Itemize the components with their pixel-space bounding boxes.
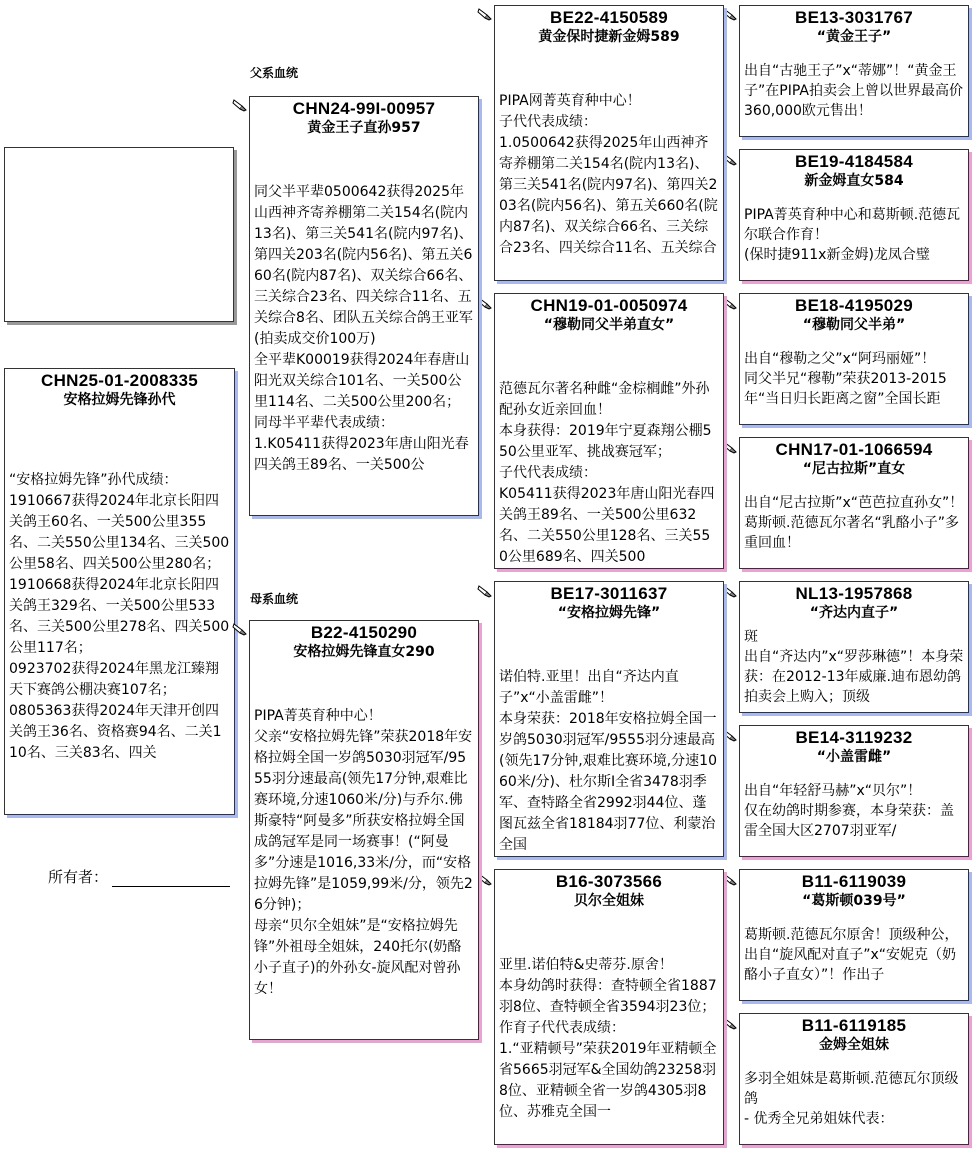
owner-label: 所有者： [48,868,109,886]
edit-hand-icon[interactable] [722,7,738,21]
dam-dam-name: 贝尔全姐妹 [574,893,644,909]
subject-name: 安格拉姆先锋孙代 [63,392,176,408]
dam-dam-card[interactable] [494,869,724,1145]
sire-dam-dam-card[interactable] [739,437,969,569]
dam-sire-sire-card[interactable] [739,581,969,713]
sss-ring-number: BE13-3031767 [795,8,913,27]
dam-ring-number: B22-4150290 [310,623,418,642]
dam-dam-ring-number: B16-3073566 [555,872,663,891]
dam-dam-dam-card[interactable] [739,1013,969,1145]
sire-dam-sire-card[interactable] [739,293,969,425]
dds-ring-number: B11-6119039 [801,872,907,891]
sire-name: 黄金王子直孙957 [307,120,421,136]
edit-hand-icon[interactable] [722,728,738,742]
dsd-ring-number: BE14-3119232 [795,728,913,747]
edit-hand-icon[interactable] [477,872,493,886]
owner-line[interactable] [112,870,230,887]
sss-name: “黄金王子” [816,29,892,45]
dds-description: 葛斯顿.范德瓦尔原舍！顶级种公，出自“旋风配对直子”x“安妮克（奶酪小子直女）”！作出子 [744,927,959,983]
sire-sire-card[interactable] [494,5,724,281]
dam-sire-description: 诺伯特.亚里！出自“齐达内直子”x“小盖雷雌”！ 本身荣获：2018年安格拉姆全国一岁鸽5030羽冠军/9555羽分速最高(领先17分钟,艰难比赛环境,分速1060米/分)、杜尔斯I全省3478羽季军、查特路全省2992羽44位、蓬图瓦兹全省18184羽77位、利蒙治全国 [499,669,717,853]
pigeon-photo-frame [4,147,234,322]
edit-hand-icon[interactable] [477,7,493,21]
dam-dam-sire-card[interactable] [739,869,969,1001]
sire-sire-sire-card[interactable] [739,5,969,137]
dam-description: PIPA菁英育种中心！ 父亲“安格拉姆先锋”荣获2018年安格拉姆全国一岁鸽5030羽冠军/9555羽分速最高(领先17分钟,艰难比赛环境,分速1060米/分)与乔尔.佛斯豪特“阿曼多”所获安格拉姆全国成鸽冠军是同一场赛事！(“阿曼多”分速是1016,33米/分，而“安格拉姆先锋”是1059,99米/分，领先26分钟)； 母亲“贝尔全姐妹”是“安格拉姆先锋”外祖母全姐妹，240托尔(奶酪小子直子)的外孙女-旋风配对曾孙女！ [254,708,473,997]
sire-line-label: 父系血统 [250,66,299,80]
dam-dam-description: 亚里.诺伯特&史蒂芬.原舍！ 本身幼鸽时获得：查特顿全省1887羽8位、查特顿全省3594羽23位； 作育子代代表成绩： 1.“亚精顿号”荣获2019年亚精顿全省5665羽冠军&全国幼鸽23258羽8位、亚精顿全省一岁鸽4305羽8位、苏雅克全国一 [499,957,717,1120]
edit-hand-icon[interactable] [722,152,738,166]
dam-line-label: 母系血统 [250,592,299,606]
owner-field [48,866,230,887]
sire-sire-dam-card[interactable] [739,149,969,281]
ddd-ring-number: B11-6119185 [801,1016,907,1035]
sire-dam-ring-number: CHN19-01-0050974 [530,296,688,315]
dss-description: 斑 出自“齐达内”x“罗莎琳德”！本身荣获：在2012-13年威廉.迪布恩幼鸽拍卖会上购入；顶级 [744,629,964,705]
ssd-ring-number: BE19-4184584 [795,152,913,171]
edit-hand-icon[interactable] [477,584,493,598]
ssd-description: PIPA菁英育种中心和葛斯顿.范德瓦尔联合作育！ (保时捷911x新金姆)龙凤合璧 [744,207,961,263]
edit-hand-icon[interactable] [477,296,493,310]
edit-hand-icon[interactable] [722,872,738,886]
dam-sire-dam-card[interactable] [739,725,969,857]
dam-card[interactable] [249,620,479,1040]
dsd-description: 出自“年轻舒马赫”x“贝尔”！ 仅在幼鸽时期参赛，本身荣获：盖雷全国大区2707羽亚军/ [744,783,954,839]
ssd-name: 新金姆直女584 [804,173,904,189]
sire-card[interactable] [249,96,479,516]
dss-name: “齐达内直子” [809,605,899,621]
sds-ring-number: BE18-4195029 [795,296,913,315]
sss-description: 出自“古驰王子”x“蒂娜”！“黄金王子”在PIPA拍卖会上曾以世界最高价360,000欧元售出！ [744,63,963,119]
edit-hand-icon[interactable] [722,296,738,310]
ddd-description: 多羽全姐妹是葛斯顿.范德瓦尔顶级鸽 - 优秀全兄弟姐妹代表： [744,1071,959,1127]
edit-hand-icon[interactable] [232,98,248,112]
subject-ring-number: CHN25-01-2008335 [41,371,198,390]
sire-sire-description: PIPA网菁英育种中心！ 子代代表成绩： 1.0500642获得2025年山西神齐寄养棚第二关154名(院内13名)、第三关541名(院内97名)、第四关203名(院内56名)、第五关660名(院内87名)、双关综合66名、三关综合23名、四关综合11名、五关综合 [499,93,718,256]
dam-sire-ring-number: BE17-3011637 [550,584,668,603]
dam-name: 安格拉姆先锋直女290 [293,644,435,660]
sds-name: “穆勒同父半弟” [802,317,906,333]
edit-hand-icon[interactable] [232,622,248,636]
sire-ring-number: CHN24-99I-00957 [292,99,436,118]
dsd-name: “小盖雷雌” [816,749,892,765]
sire-dam-name: “穆勒同父半弟直女” [543,317,675,333]
dam-sire-name: “安格拉姆先锋” [557,605,661,621]
sire-description: 同父半平辈0500642获得2025年山西神齐寄养棚第二关154名(院内13名)、第三关541名(院内97名)、第四关203名(院内56名)、第五关660名(院内87名)、双关综合66名、三关综合23名、四关综合11名、五关综合8名、团队五关综合鸽王亚军(拍卖成交价100万) 全平辈K00019获得2024年春唐山阳光双关综合101名、一关500公里114名、二关500公里200名； 同母半平辈代表成绩： 1.K05411获得2023年唐山阳光春四关鸽王89名、一关500公 [254,184,473,473]
edit-hand-icon[interactable] [722,584,738,598]
dss-ring-number: NL13-1957868 [795,584,913,603]
subject-card[interactable] [4,368,235,815]
sdd-name: “尼古拉斯”直女 [802,461,906,477]
edit-hand-icon[interactable] [722,440,738,454]
edit-hand-icon[interactable] [722,1016,738,1030]
sds-description: 出自“穆勒之父”x“阿玛丽娅”！ 同父半兄“穆勒”荣获2013-2015年“当日归长距离之窗”全国长距 [744,351,947,407]
sire-sire-name: 黄金保时捷新金姆589 [538,29,680,45]
sdd-ring-number: CHN17-01-1066594 [775,440,933,459]
sire-dam-card[interactable] [494,293,724,569]
sdd-description: 出自“尼古拉斯”x“芭芭拉直孙女”！葛斯顿.范德瓦尔著名“乳酪小子”多重回血！ [744,495,964,551]
dam-sire-card[interactable] [494,581,724,857]
subject-description: “安格拉姆先锋”孙代成绩： 1910667获得2024年北京长阳四关鸽王60名、一关500公里355名、二关550公里134名、三关500公里58名、四关500公里280名； 1910668获得2024年北京长阳四关鸽王329名、一关500公里533名、三关500公里278名、四关500公里117名； 0923702获得2024年黑龙江臻翔天下赛鸽公棚决赛107名； 0805363获得2024年天津开创四关鸽王36名、资格赛94名、二关110名、三关83名、四关 [9,472,230,761]
dds-name: “葛斯顿039号” [802,893,906,909]
ddd-name: 金姆全姐妹 [819,1037,889,1053]
sire-dam-description: 范德瓦尔著名种雌“金棕榈雌”外孙配孙女近亲回血！ 本身获得：2019年宁夏森翔公棚550公里亚军、挑战赛冠军； 子代代表成绩： K05411获得2023年唐山阳光春四关鸽王89名、一关500公里632名、二关550公里128名、三关550公里689名、四关500 [499,381,715,565]
sire-sire-ring-number: BE22-4150589 [550,8,668,27]
